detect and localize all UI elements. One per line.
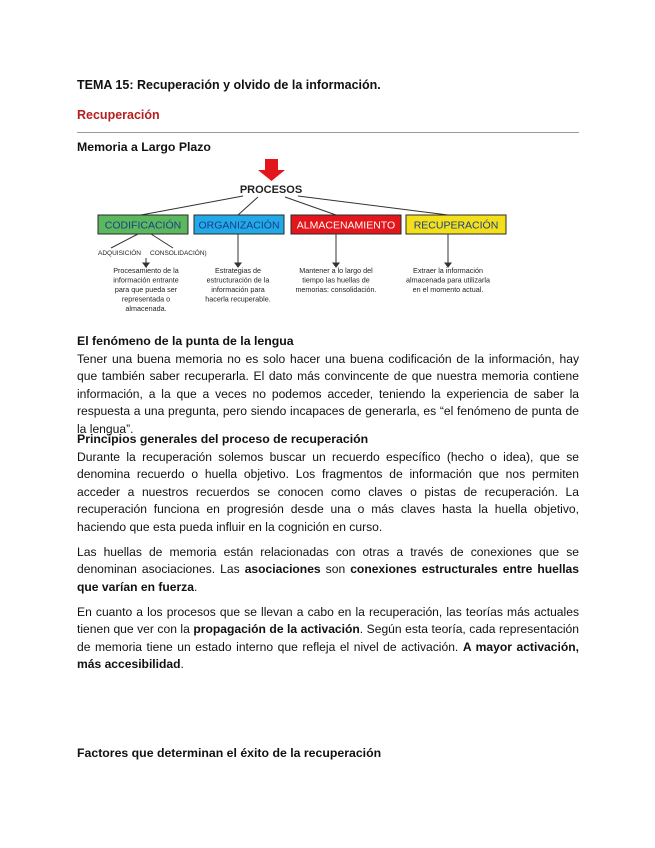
down-arrow-icon (258, 159, 285, 181)
process-description-4-line-1: Extraer la información (413, 266, 483, 275)
principles-paragraph-3: En cuanto a los procesos que se llevan a cabo en la recuperación, las teorías más actuales tienen que ver con la propagación de la activación. Según esta teoría, cada representación de memoria tiene un estado interno que refleja el nivel de activación. A mayor activación, más accesibilidad. (77, 605, 580, 672)
process-description-3-line-2: tiempo las huellas de (302, 275, 370, 285)
section-heading: Recuperación (77, 108, 160, 122)
principles-paragraph-1: Durante la recuperación solemos buscar un recuerdo específico (hecho o idea), que se denomina recuerdo o huella objetivo. Los fragmentos de información que nos permiten acceder a nuestros recuerdos se conocen como claves o pistas de recuperación. La recuperación funciona en progresión desde una o más claves hasta la huella objetivo, haciendo que esta pueda influir en la cognición en curso. (77, 450, 579, 534)
bold-activation-spread: propagación de la activación (193, 622, 360, 637)
process-description-2-line-3: información para (211, 285, 265, 294)
principles-paragraph-2: Las huellas de memoria están relacionadas con otras a través de conexiones que se denominan asociaciones. Las asociaciones son conexiones estructurales entre huellas que varían en fuerza. (77, 545, 580, 594)
process-description-1-line-2: información entrante (113, 275, 179, 285)
factors-heading: Factores que determinan el éxito de la recuperación (77, 746, 382, 760)
bold-more-activation: A mayor activación, más accesibilidad (77, 639, 579, 672)
process-box-label-1: CODIFICACIÓN (104, 219, 182, 232)
process-description-1-line-1: Procesamiento de la (113, 266, 179, 275)
process-description-1-line-3: para que pueda ser (114, 285, 178, 294)
document-title: TEMA 15: Recuperación y olvido de la información. (77, 78, 381, 92)
sub-label-acquisition: ADQUISICIÓN (98, 250, 141, 257)
process-description-1-line-5: almacenada. (125, 304, 167, 313)
process-description-4-line-3: en el momento actual. (412, 285, 484, 294)
process-description-4-line-2: almacenada para utilizarla (406, 275, 490, 285)
process-description-2-line-1: Estrategias de (215, 266, 261, 275)
process-box-label-2: ORGANIZACIÓN (198, 219, 280, 232)
bold-structural-connections: conexiones estructurales entre huellas que varían en fuerza (77, 562, 580, 594)
diagram-top-label: PROCESOS (239, 184, 303, 196)
memory-heading: Memoria a Largo Plazo (77, 140, 211, 154)
process-description-1-line-4: representada o (121, 294, 171, 304)
process-description-3-line-3: memorias: consolidación. (295, 285, 377, 294)
process-description-3-line-1: Mantener a lo largo del (299, 266, 373, 275)
tip-heading: El fenómeno de la punta de la lengua (77, 334, 294, 348)
principles-heading: Principios generales del proceso de recuperación (77, 432, 369, 446)
process-box-label-3: ALMACENAMIENTO (296, 219, 396, 232)
memory-process-diagram (93, 156, 515, 316)
process-description-2-line-4: hacerla recuperable. (205, 294, 271, 304)
process-description-2-line-2: estructuración de la (206, 275, 270, 285)
process-box-label-4: RECUPERACIÓN (413, 219, 499, 232)
bold-associations: asociaciones (244, 562, 321, 577)
section-divider (77, 132, 579, 133)
sub-label-consolidation: CONSOLIDACIÓN) (150, 250, 207, 257)
tip-paragraph: Tener una buena memoria no es solo hacer una buena codificación de la información, hay que también saber recuperarla. El dato más convincente de que nuestra memoria contiene información, a la que a veces no podemos acceder, teniendo la experiencia de saber la respuesta a una pregunta, pero siendo incapaces de generarla, es “el fenómeno de punta de la lengua”. (77, 352, 579, 436)
diagram-svg (93, 156, 515, 316)
